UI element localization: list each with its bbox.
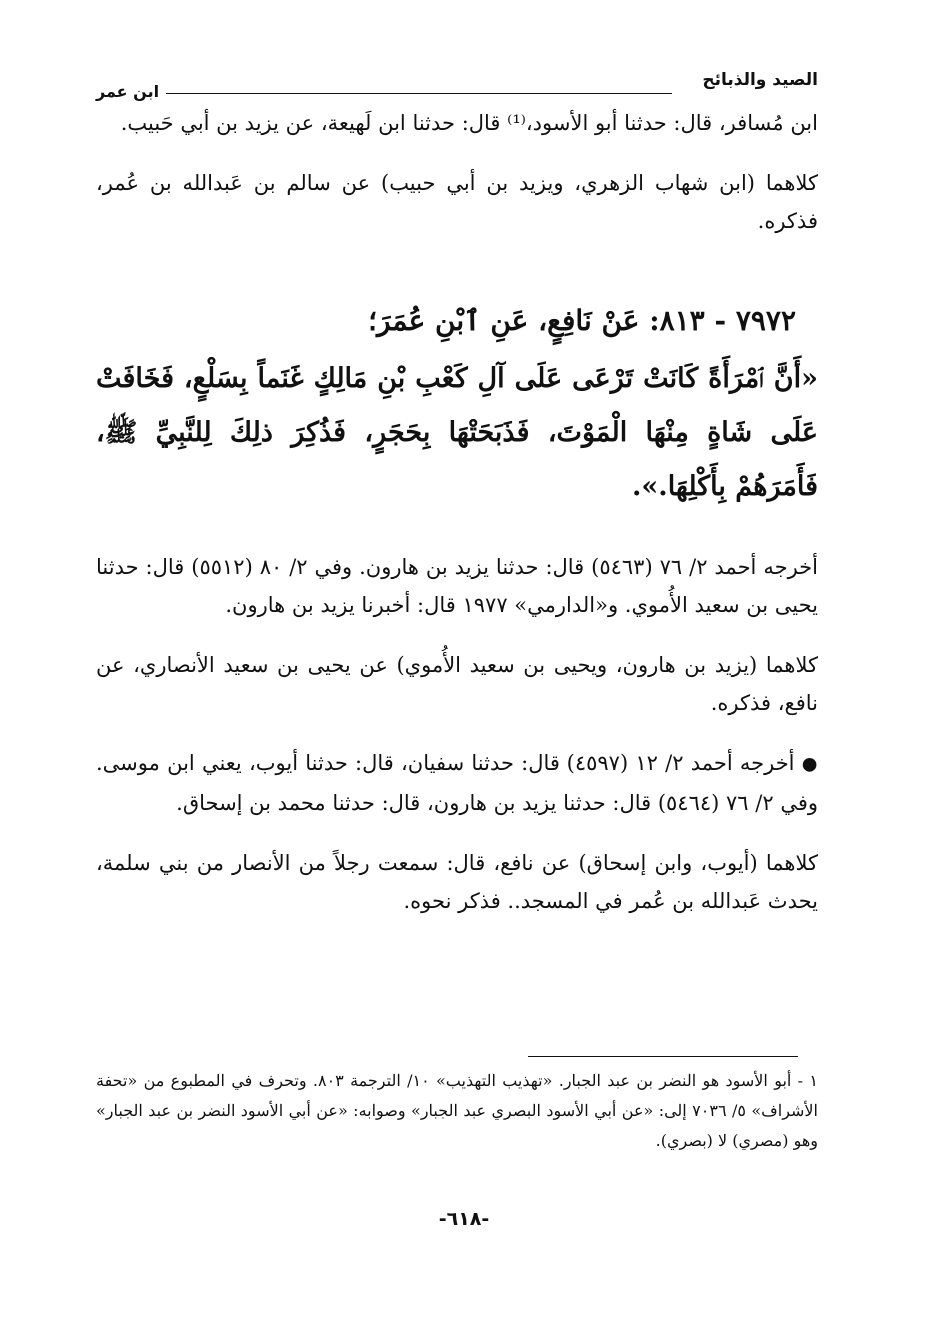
paragraph-takhrij-4: كلاهما (أيوب، وابن إسحاق) عن نافع، قال: سمعت رجلاً من الأنصار من بني سلمة، يحدث عَبدالله بن عُمر في المسجد.. فذكر نحوه. <box>96 850 818 913</box>
bullet-icon: ● <box>801 753 818 775</box>
main-text <box>96 104 818 942</box>
footnote-separator <box>528 1056 798 1057</box>
paragraph-takhrij-2: كلاهما (يزيد بن هارون، ويحيى بن سعيد الأُموي) عن يحيى بن سعيد الأنصاري، عن نافع، فذكره. <box>96 653 818 715</box>
paragraph-isnad-1: ابن مُسافر، قال: حدثنا أبو الأسود،⁽¹⁾ قال: حدثنا ابن لَهيعة، عن يزيد بن أبي حَبيب. <box>120 111 818 135</box>
running-head-chapter: الصيد والذبائح <box>702 70 818 90</box>
footnote-1: ١ - أبو الأسود هو النضر بن عبد الجبار. «تهذيب التهذيب» ١٠/ الترجمة ٨٠٣. وتحرف في المطبوع من «تحفة الأشراف» ٥/ ٧٠٣٦ إلى: «عن أبي الأسود البصري عبد الجبار» وصوابه: «عن أبي الأسود النضر بن عبد الجبار» وهو (مصري) لا (بصري). <box>96 1071 819 1150</box>
hadith-matn: «أَنَّ ٱمْرَأَةً كَانَتْ تَرْعَى عَلَى آلِ كَعْبِ بْنِ مَالِكٍ غَنَماً بِسَلْعٍ، فَخَافَتْ عَلَى شَاةٍ مِنْهَا الْمَوْتَ، فَذَبَحَتْهَا بِحَجَرٍ، فَذُكِرَ ذلِكَ لِلنَّبِيِّ ﷺ، فَأَمَرَهُمْ بِأَكْلِهَا.». <box>96 363 818 502</box>
running-head <box>96 70 818 100</box>
paragraph-takhrij-3-text: أخرجه أحمد ٢/ ١٢ (٤٥٩٧) قال: حدثنا سفيان، قال: حدثنا أيوب، يعني ابن موسى. وفي ٢/ ٧٦ (٥٤٦٤) قال: حدثنا يزيد بن هارون، قال: حدثنا محمد بن إسحاق. <box>96 751 818 815</box>
page-number: -٦١٨- <box>438 1208 490 1230</box>
paragraph-takhrij-3 <box>96 744 818 822</box>
running-head-section: ابن عمر <box>96 82 160 101</box>
paragraph-isnad-2: كلاهما (ابن شهاب الزهري، ويزيد بن أبي حبيب) عن سالم بن عَبدالله بن عُمر، فذكره. <box>96 171 818 233</box>
running-head-rule <box>166 93 672 94</box>
paragraph-takhrij-1: أخرجه أحمد ٢/ ٧٦ (٥٤٦٣) قال: حدثنا يزيد بن هارون. وفي ٢/ ٨٠ (٥٥١٢) قال: حدثنا يحيى بن سعيد الأُموي. و«الدارمي» ١٩٧٧ قال: أخبرنا يزيد بن هارون. <box>96 555 818 617</box>
hadith-heading: ٧٩٧٢ - ٨١٣: عَنْ نَافِعٍ، عَنِ ٱبْنِ عُمَرَ؛ <box>368 304 796 337</box>
